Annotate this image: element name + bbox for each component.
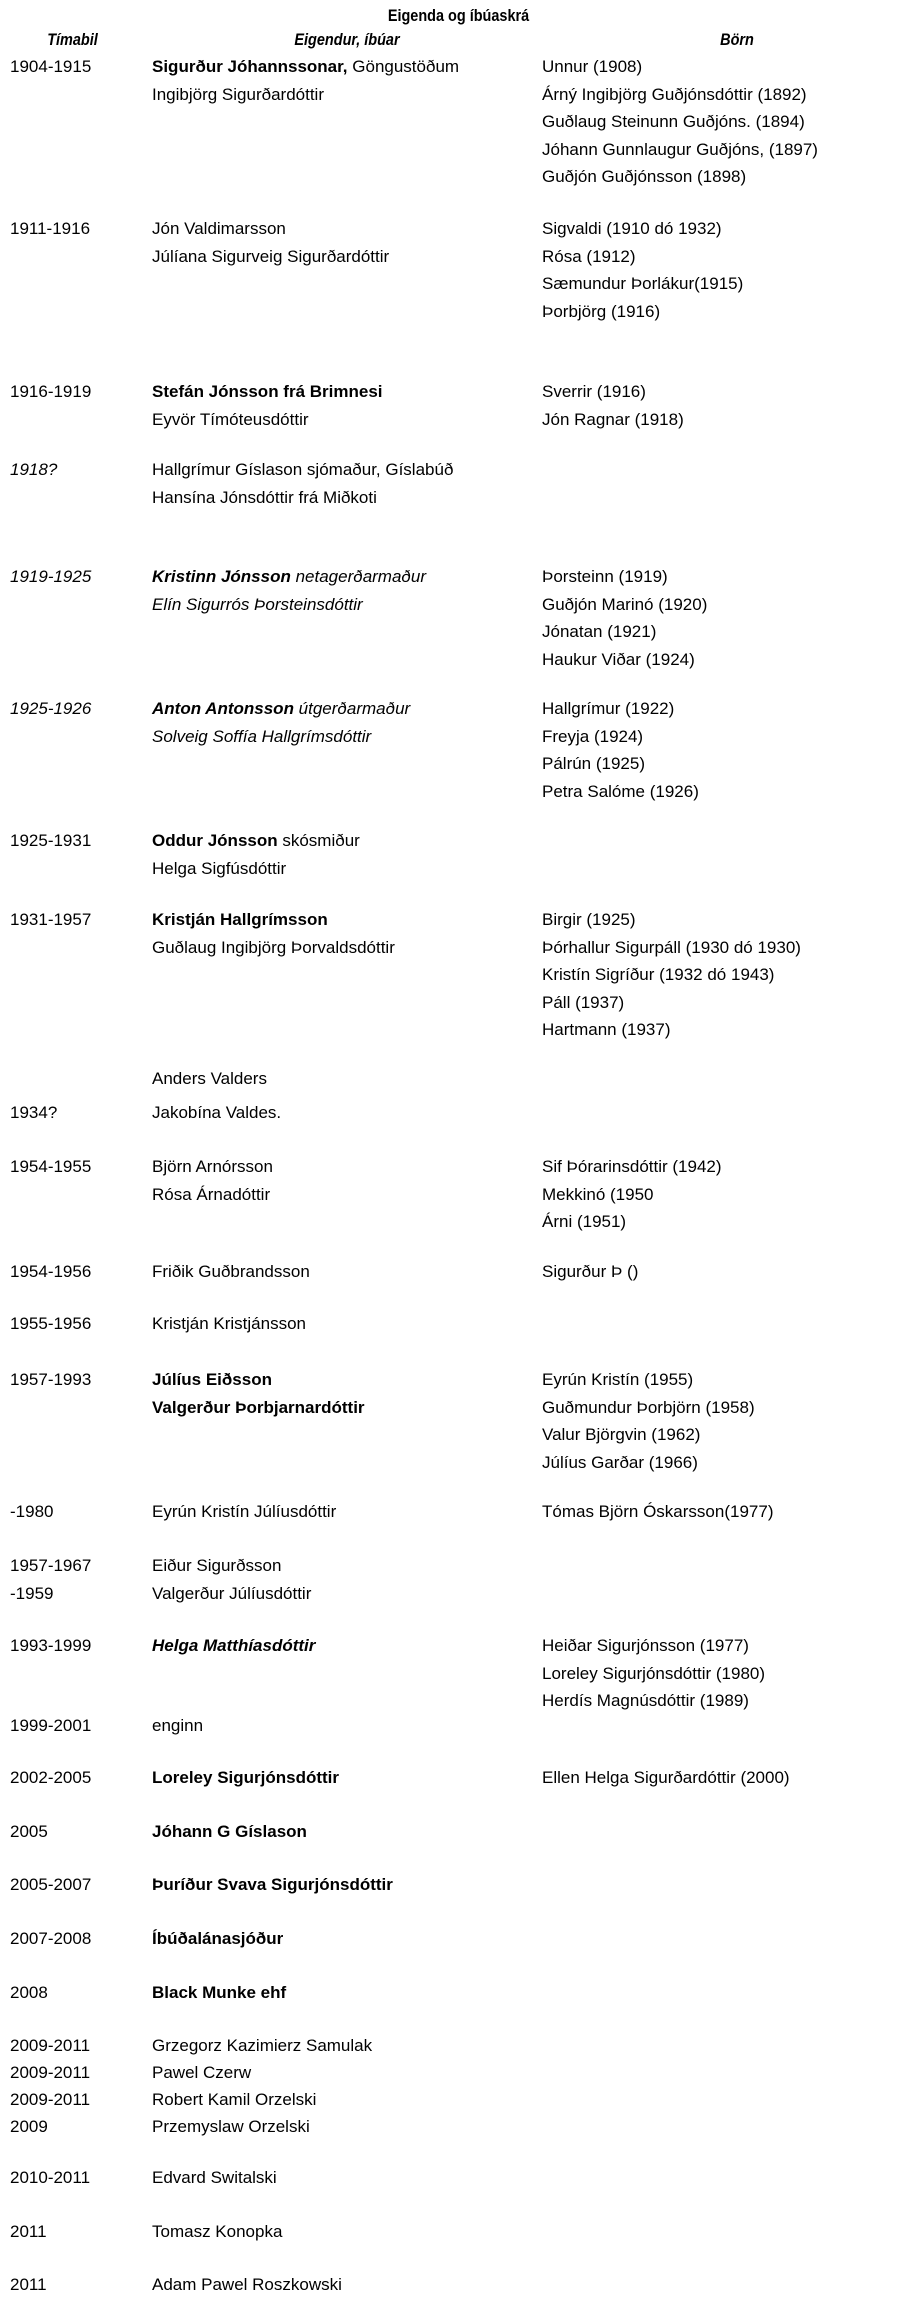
owner-text-segment: Elín Sigurrós Þorsteinsdóttir xyxy=(152,594,363,614)
owner-text-segment: Anton Antonsson xyxy=(152,699,294,718)
owners-cell xyxy=(152,2271,537,2299)
period-cell xyxy=(10,2059,145,2087)
owner-line xyxy=(152,1979,537,2007)
owner-text-segment: Júlíana Sigurveig Sigurðardóttir xyxy=(152,246,390,266)
owner-text-segment: Valgerður Þorbjarnardóttir xyxy=(152,1397,365,1417)
period-text: 2009-2011 xyxy=(10,2063,91,2082)
owner-line xyxy=(152,2218,537,2246)
owners-cell xyxy=(152,1258,537,1286)
child-line: Heiðar Sigurjónsson (1977) xyxy=(542,1636,749,1655)
owner-text-segment: netagerðarmaður xyxy=(290,567,426,586)
child-line: Pálrún (1925) xyxy=(542,754,646,773)
owner-text-segment: Jakobína Valdes. xyxy=(152,1103,282,1122)
period-text: 2008 xyxy=(10,1983,48,2002)
children-cell xyxy=(542,378,917,433)
owner-line xyxy=(152,1153,537,1181)
owner-text-segment: Edvard Switalski xyxy=(152,2168,277,2187)
period-text: 2005 xyxy=(10,1822,48,1841)
owner-text-segment: Przemyslaw Orzelski xyxy=(152,2117,310,2136)
child-line: Petra Salóme (1926) xyxy=(542,781,699,801)
owner-text-segment: Stefán Jónsson frá Brimnesi xyxy=(152,382,383,401)
owner-line xyxy=(152,1712,537,1740)
period-cell xyxy=(10,1979,145,2007)
child-line: Sif Þórarinsdóttir (1942) xyxy=(542,1157,722,1176)
owner-text-segment: Björn Arnórsson xyxy=(152,1157,273,1176)
owner-text-segment: Íbúðalánasjóður xyxy=(152,1929,284,1948)
child-line: Guðlaug Steinunn Guðjóns. (1894) xyxy=(542,112,805,131)
owners-cell xyxy=(152,2032,537,2060)
owner-line xyxy=(152,1099,537,1127)
period-cell xyxy=(10,1925,145,1953)
owner-line xyxy=(152,1394,537,1422)
owner-line xyxy=(152,406,537,434)
owners-cell xyxy=(152,1153,537,1208)
period-cell xyxy=(10,1712,145,1740)
owner-text-segment: Valgerður Júlíusdóttir xyxy=(152,1583,312,1603)
owner-line xyxy=(152,2086,537,2114)
period-text: 1904-1915 xyxy=(10,57,92,76)
period-text: 2009-2011 xyxy=(10,2036,91,2055)
owner-line xyxy=(152,1632,537,1660)
owner-line xyxy=(152,456,537,484)
period-cell xyxy=(10,2271,145,2299)
period-cell xyxy=(10,2032,145,2060)
owner-text-segment: skósmiður xyxy=(277,831,360,850)
period-text: 1931-1957 xyxy=(10,910,92,929)
owner-text-segment: Ingibjörg Sigurðardóttir xyxy=(152,84,324,104)
owners-cell xyxy=(152,2113,537,2141)
period-cell xyxy=(10,1764,145,1792)
owner-text-segment: Friðik Guðbrandsson xyxy=(152,1262,310,1281)
owner-text-segment: Eiður Sigurðsson xyxy=(152,1556,282,1575)
child-line: Freyja (1924) xyxy=(542,726,644,746)
child-line: Loreley Sigurjónsdóttir (1980) xyxy=(542,1663,766,1683)
owner-line xyxy=(152,695,537,723)
child-line: Sigurður Þ () xyxy=(542,1262,639,1281)
child-line: Herdís Magnúsdóttir (1989) xyxy=(542,1691,749,1710)
period-text: 1925-1931 xyxy=(10,831,92,850)
owner-line xyxy=(152,215,537,243)
period-cell xyxy=(10,2164,145,2192)
children-cell xyxy=(542,906,917,1044)
period-cell xyxy=(10,1818,145,1846)
period-cell xyxy=(10,53,145,81)
period-cell xyxy=(10,695,145,723)
child-line: Kristín Sigríður (1932 dó 1943) xyxy=(542,965,775,984)
owners-cell xyxy=(152,1366,537,1421)
child-line: Guðjón Guðjónsson (1898) xyxy=(542,167,747,186)
owner-text-segment: Helga Matthíasdóttir xyxy=(152,1636,316,1655)
document-title: Eigenda og íbúaskrá xyxy=(387,6,530,25)
owner-text-segment: Rósa Árnadóttir xyxy=(152,1184,271,1204)
owner-text-segment: Jón Valdimarsson xyxy=(152,219,286,238)
period-text: 1919-1925 xyxy=(10,567,92,586)
period-cell xyxy=(10,906,145,934)
owner-text-segment: Adam Pawel Roszkowski xyxy=(152,2275,342,2294)
child-line: Þorsteinn (1919) xyxy=(542,567,668,586)
child-line: Jónatan (1921) xyxy=(542,622,657,641)
column-header-born: Börn xyxy=(720,30,754,49)
children-cell xyxy=(542,1632,917,1715)
owner-text-segment: Eyvör Tímóteusdóttir xyxy=(152,409,309,429)
owner-text-segment: Hansína Jónsdóttir frá Miðkoti xyxy=(152,487,377,507)
children-cell xyxy=(542,1153,917,1236)
owner-text-segment: Pawel Czerw xyxy=(152,2063,252,2082)
child-line: Jóhann Gunnlaugur Guðjóns, (1897) xyxy=(542,139,818,159)
owner-line xyxy=(152,484,537,512)
period-text: 1916-1919 xyxy=(10,382,92,401)
owners-cell xyxy=(152,1310,537,1338)
children-cell xyxy=(542,563,917,673)
period-text: 2002-2005 xyxy=(10,1768,92,1787)
owner-text-segment: Solveig Soffía Hallgrímsdóttir xyxy=(152,726,372,746)
child-line: Ellen Helga Sigurðardóttir (2000) xyxy=(542,1768,790,1787)
period-cell xyxy=(10,2086,145,2114)
owner-line xyxy=(152,591,537,619)
owner-line xyxy=(152,1871,537,1899)
owner-line xyxy=(152,378,537,406)
child-line: Sigvaldi (1910 dó 1932) xyxy=(542,219,722,238)
owner-line xyxy=(152,934,537,962)
child-line: Rósa (1912) xyxy=(542,246,636,266)
owner-line xyxy=(152,2059,537,2087)
owner-text-segment: Kristján Hallgrímsson xyxy=(152,910,328,929)
owner-line xyxy=(152,723,537,751)
owners-cell xyxy=(152,378,537,433)
column-header-timabil: Tímabil xyxy=(47,30,98,49)
period-cell xyxy=(10,1552,145,1607)
children-cell xyxy=(542,1366,917,1476)
period-cell xyxy=(10,1632,145,1660)
period-text: 1999-2001 xyxy=(10,1716,92,1735)
owner-line xyxy=(152,1258,537,1286)
owners-cell xyxy=(152,1764,537,1792)
child-line: Árný Ingibjörg Guðjónsdóttir (1892) xyxy=(542,84,807,104)
owner-text-segment: Guðlaug Ingibjörg Þorvaldsdóttir xyxy=(152,937,395,957)
period-text: 1957-1967 xyxy=(10,1556,92,1575)
owners-cell xyxy=(152,1712,537,1740)
child-line: Páll (1937) xyxy=(542,992,625,1012)
period-text: 2005-2007 xyxy=(10,1875,92,1894)
owners-cell xyxy=(152,1632,537,1660)
owner-text-segment: Anders Valders xyxy=(152,1069,267,1088)
child-line: Valur Björgvin (1962) xyxy=(542,1425,701,1444)
owner-text-segment: útgerðarmaður xyxy=(293,699,411,718)
owners-cell xyxy=(152,456,537,511)
owner-line xyxy=(152,1818,537,1846)
owner-line xyxy=(152,906,537,934)
owner-text-segment: Helga Sigfúsdóttir xyxy=(152,858,287,878)
owner-line xyxy=(152,243,537,271)
owners-cell xyxy=(152,215,537,270)
period-text: -1959 xyxy=(10,1583,54,1603)
child-line: Jón Ragnar (1918) xyxy=(542,409,684,429)
owner-line xyxy=(152,2164,537,2192)
owner-line xyxy=(152,1366,537,1394)
owners-cell xyxy=(152,1818,537,1846)
period-cell xyxy=(10,1258,145,1286)
period-text: 1934? xyxy=(10,1103,58,1122)
owner-text-segment: Jóhann G Gíslason xyxy=(152,1822,307,1841)
owners-cell xyxy=(152,1099,537,1127)
child-line: Sæmundur Þorlákur(1915) xyxy=(542,274,744,293)
owner-line xyxy=(152,81,537,109)
child-line: Birgir (1925) xyxy=(542,910,636,929)
owner-text-segment: Black Munke ehf xyxy=(152,1983,287,2002)
owner-line xyxy=(152,855,537,883)
owner-text-segment: Eyrún Kristín Júlíusdóttir xyxy=(152,1502,337,1521)
period-text: 2011 xyxy=(10,2275,47,2294)
owner-line xyxy=(152,1925,537,1953)
period-text: 1993-1999 xyxy=(10,1636,92,1655)
period-cell xyxy=(10,215,145,243)
child-line: Haukur Viðar (1924) xyxy=(542,649,695,669)
period-text: 2011 xyxy=(10,2222,47,2241)
period-text: -1980 xyxy=(10,1502,54,1521)
period-text: 2010-2011 xyxy=(10,2168,91,2187)
owners-cell xyxy=(152,1871,537,1899)
owner-text-segment: enginn xyxy=(152,1716,204,1735)
children-cell xyxy=(542,695,917,805)
child-line: Mekkinó (1950 xyxy=(542,1184,654,1204)
owner-text-segment: Kristinn Jónsson xyxy=(152,567,291,586)
period-cell xyxy=(10,2113,145,2141)
owner-text-segment: Loreley Sigurjónsdóttir xyxy=(152,1768,340,1787)
owners-cell xyxy=(152,563,537,618)
period-cell xyxy=(10,1871,145,1899)
child-line: Guðmundur Þorbjörn (1958) xyxy=(542,1397,755,1417)
owner-text-segment: Kristján Kristjánsson xyxy=(152,1314,307,1333)
period-cell xyxy=(10,1153,145,1181)
owner-line xyxy=(152,1498,537,1526)
owner-line xyxy=(152,827,537,855)
period-text: 2009 xyxy=(10,2117,48,2136)
owners-cell xyxy=(152,1925,537,1953)
owners-cell xyxy=(152,2164,537,2192)
owners-cell xyxy=(152,1979,537,2007)
owner-line xyxy=(152,2113,537,2141)
period-text: 1925-1926 xyxy=(10,699,92,718)
period-cell xyxy=(10,2218,145,2246)
owner-line xyxy=(152,1764,537,1792)
child-line: Hallgrímur (1922) xyxy=(542,699,675,718)
owners-cell xyxy=(152,53,537,108)
child-line: Þórhallur Sigurpáll (1930 dó 1930) xyxy=(542,937,801,957)
children-cell xyxy=(542,1498,917,1526)
children-cell xyxy=(542,53,917,191)
period-cell xyxy=(10,1498,145,1526)
owner-line xyxy=(152,1580,537,1608)
period-cell xyxy=(10,378,145,406)
child-line: Árni (1951) xyxy=(542,1212,627,1231)
owner-text-segment: Göngustöðum xyxy=(347,57,460,76)
child-line: Tómas Björn Óskarsson(1977) xyxy=(542,1502,774,1521)
owner-text-segment: Grzegorz Kazimierz Samulak xyxy=(152,2036,373,2055)
owner-line xyxy=(152,1065,537,1093)
child-line: Guðjón Marinó (1920) xyxy=(542,594,708,614)
owner-text-segment: Júlíus Eiðsson xyxy=(152,1370,272,1389)
owners-cell xyxy=(152,1552,537,1607)
child-line: Unnur (1908) xyxy=(542,57,643,76)
owners-cell xyxy=(152,827,537,882)
owner-line xyxy=(152,1552,537,1580)
owner-text-segment: Robert Kamil Orzelski xyxy=(152,2090,317,2109)
period-text: 2009-2011 xyxy=(10,2090,91,2109)
child-line: Þorbjörg (1916) xyxy=(542,301,661,321)
owners-cell xyxy=(152,906,537,961)
period-cell xyxy=(10,1099,145,1127)
period-text: 1955-1956 xyxy=(10,1314,92,1333)
period-text: 2007-2008 xyxy=(10,1929,92,1948)
period-cell xyxy=(10,827,145,855)
column-header-eigendur-ibuar: Eigendur, íbúar xyxy=(294,30,400,49)
period-text: 1957-1993 xyxy=(10,1370,92,1389)
period-cell xyxy=(10,1366,145,1394)
owner-line xyxy=(152,2032,537,2060)
owner-text-segment: Sigurður Jóhannssonar, xyxy=(152,57,348,76)
owners-cell xyxy=(152,1498,537,1526)
owners-cell xyxy=(152,2086,537,2114)
child-line: Júlíus Garðar (1966) xyxy=(542,1452,698,1472)
owner-text-segment: Þuríður Svava Sigurjónsdóttir xyxy=(152,1875,393,1894)
child-line: Hartmann (1937) xyxy=(542,1020,671,1039)
period-text: 1918? xyxy=(10,460,58,479)
period-text: 1954-1956 xyxy=(10,1262,92,1281)
owner-line xyxy=(152,2271,537,2299)
owners-cell xyxy=(152,2059,537,2087)
child-line: Eyrún Kristín (1955) xyxy=(542,1370,694,1389)
owner-line xyxy=(152,563,537,591)
period-cell xyxy=(10,1310,145,1338)
owners-cell xyxy=(152,2218,537,2246)
owner-text-segment: Hallgrímur Gíslason sjómaður, Gíslabúð xyxy=(152,460,454,479)
child-line: Sverrir (1916) xyxy=(542,382,646,401)
period-text: 1911-1916 xyxy=(10,219,91,238)
owner-line xyxy=(152,1181,537,1209)
period-text: 1954-1955 xyxy=(10,1157,92,1176)
period-cell xyxy=(10,456,145,484)
children-cell xyxy=(542,1258,917,1286)
period-cell xyxy=(10,563,145,591)
owner-text-segment: Tomasz Konopka xyxy=(152,2222,283,2241)
children-cell xyxy=(542,215,917,325)
children-cell xyxy=(542,1764,917,1792)
owner-line xyxy=(152,53,537,81)
owner-line xyxy=(152,1310,537,1338)
owner-text-segment: Oddur Jónsson xyxy=(152,831,278,850)
owners-cell xyxy=(152,1065,537,1093)
owners-cell xyxy=(152,695,537,750)
